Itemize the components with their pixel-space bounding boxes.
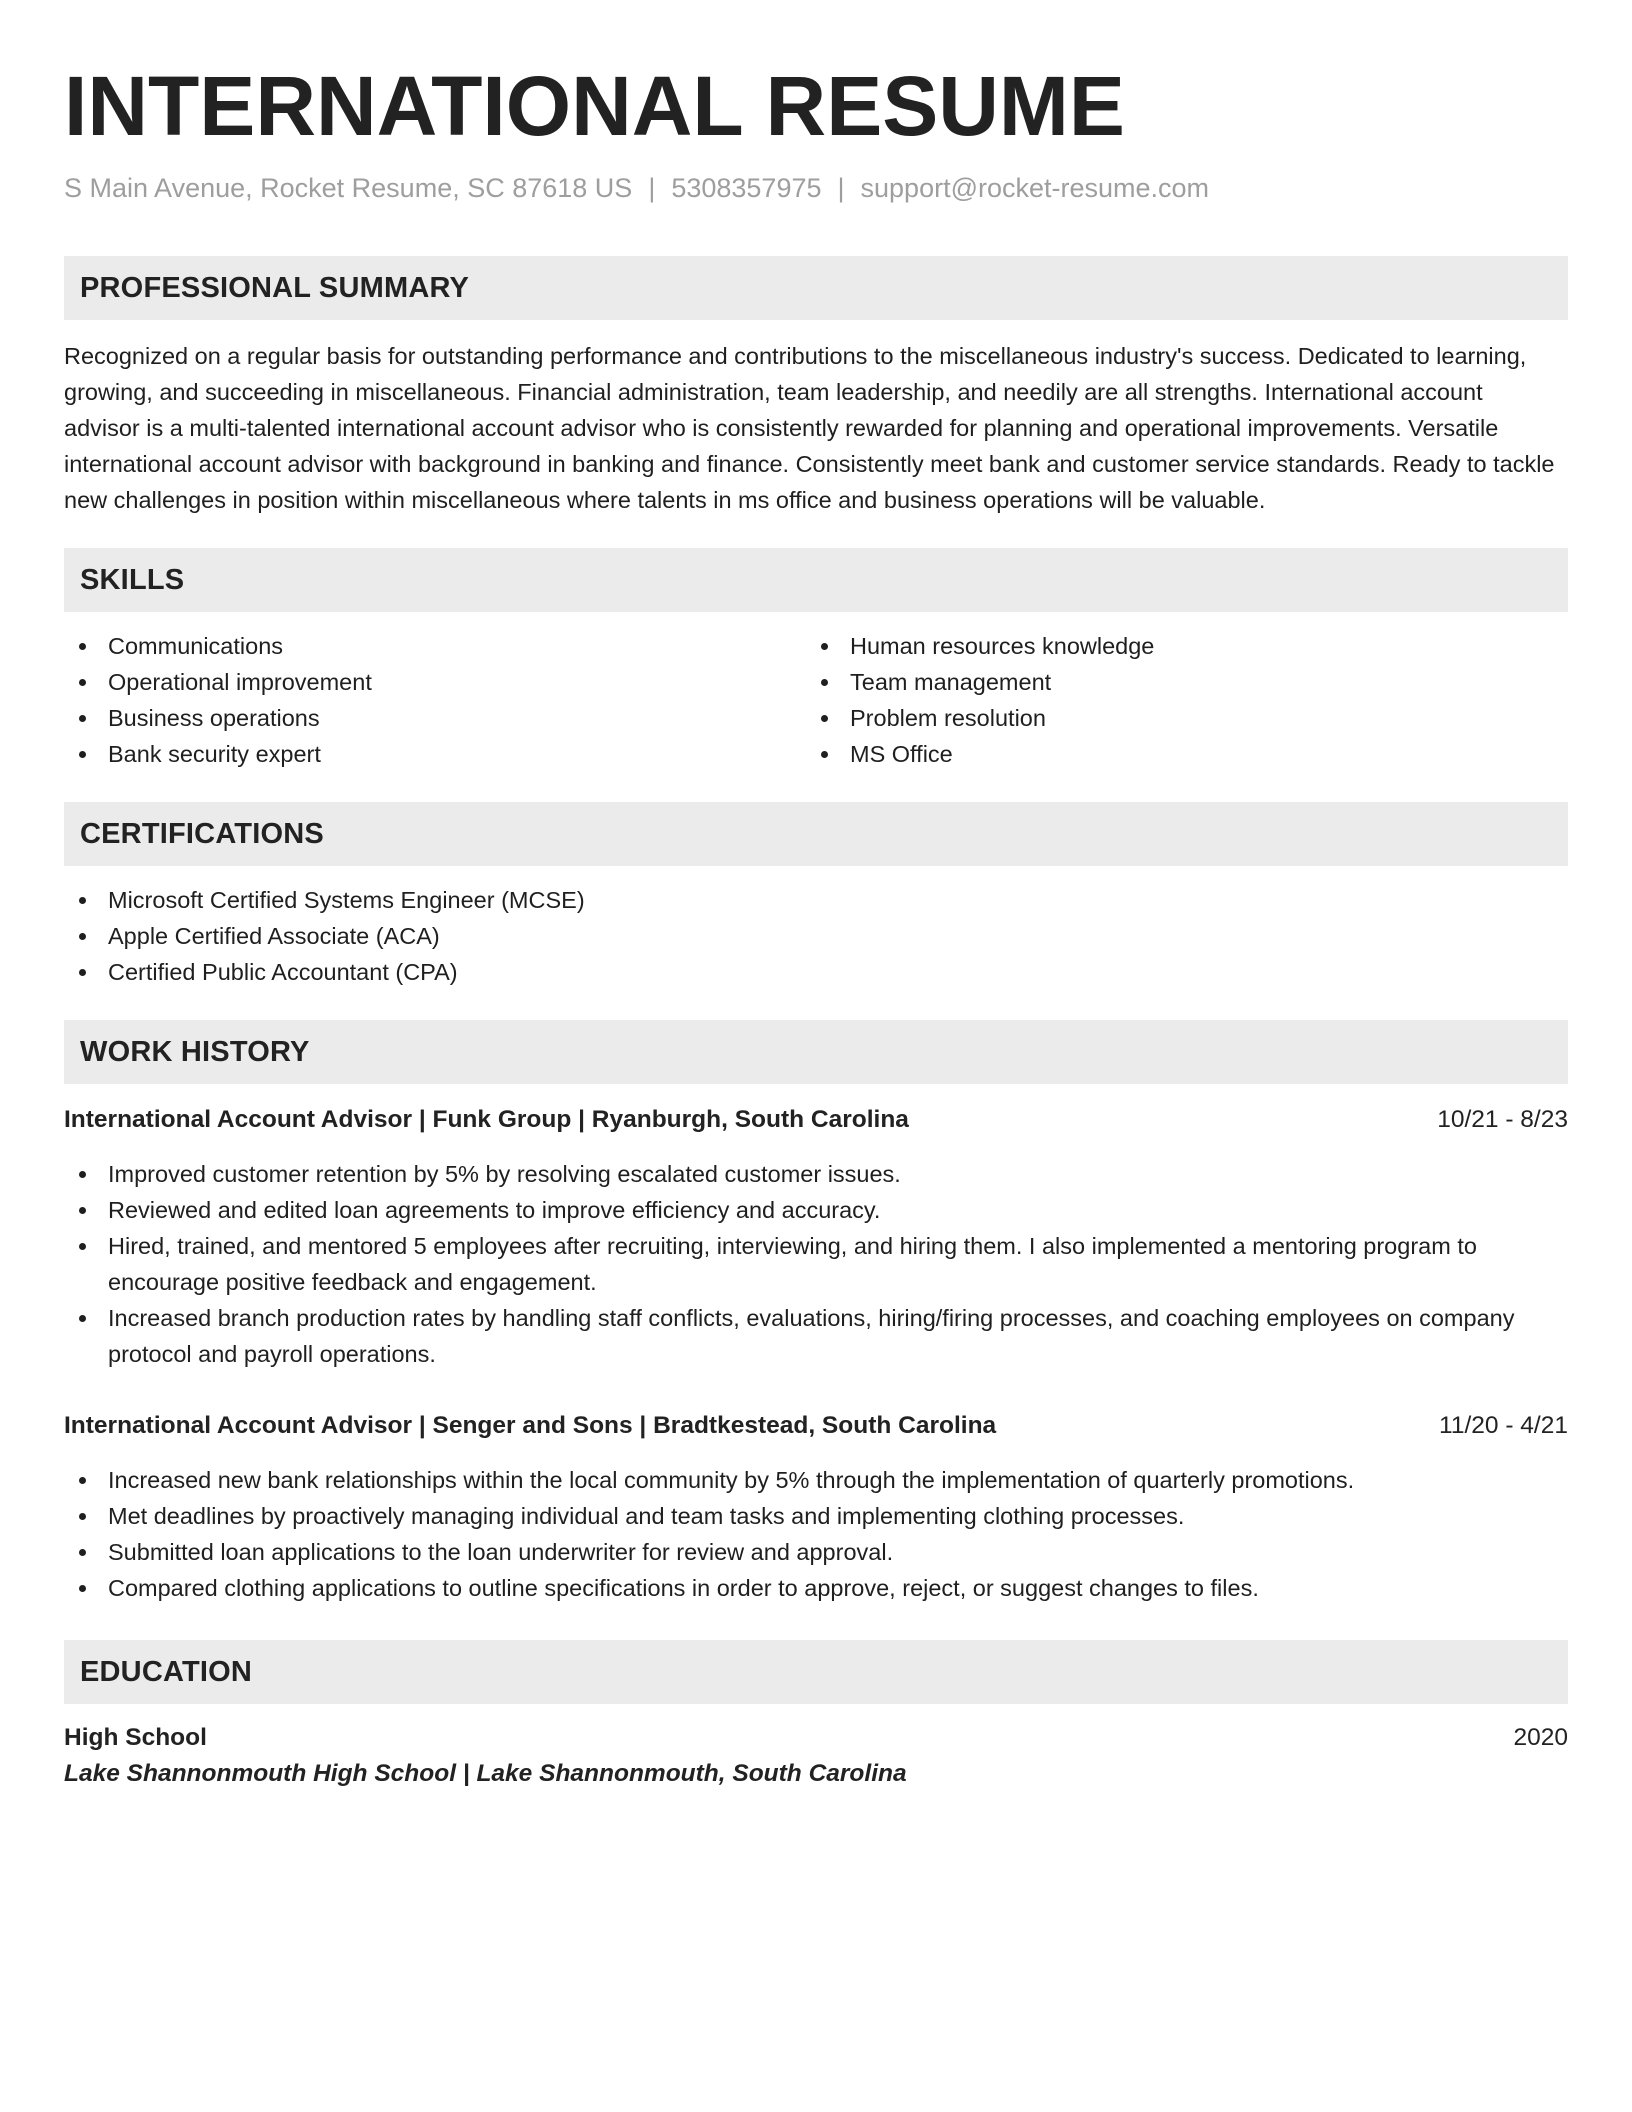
education-header [64,1720,1568,1756]
education-school: Lake Shannonmouth High School | Lake Shannonmouth, South Carolina [64,1760,907,1787]
certification-item: Certified Public Accountant (CPA) [64,954,1568,990]
skill-item: MS Office [806,736,1548,772]
education-degree: High School [64,1724,207,1751]
job-header [64,1102,1568,1138]
skill-item: Team management [806,664,1548,700]
job-header [64,1408,1568,1444]
contact-separator: | [837,173,845,203]
skills-column-right [806,628,1548,772]
section-heading-certifications: CERTIFICATIONS [64,802,1568,866]
contact-separator: | [648,173,656,203]
summary-text: Recognized on a regular basis for outstanding performance and contributions to the miscellaneous industry's success. Dedicated to learning, growing, and succeeding in miscellaneous. Financial administration, team leadership, and needily are all strengths. International account advisor is a multi-talented international account advisor who is consistently rewarded for planning and operational improvements. Versatile international account advisor with background in banking and finance. Consistently meet bank and customer service standards. Ready to tackle new challenges in position within miscellaneous where talents in ms office and business operations will be valuable. [64,343,1555,513]
job-entry [64,1102,1568,1372]
education-year: 2020 [1513,1724,1568,1751]
contact-address: S Main Avenue, Rocket Resume, SC 87618 US [64,173,633,203]
contact-email: support@rocket-resume.com [860,173,1210,203]
job-bullet: Reviewed and edited loan agreements to improve efficiency and accuracy. [64,1192,1568,1228]
section-heading-skills: SKILLS [64,548,1568,612]
job-bullet: Met deadlines by proactively managing individual and team tasks and implementing clothing processes. [64,1498,1568,1534]
education-entry [64,1720,1568,1792]
certifications-list [64,882,1568,990]
job-entry [64,1408,1568,1606]
skill-item: Operational improvement [64,664,806,700]
certification-item: Apple Certified Associate (ACA) [64,918,1568,954]
skills-column-left [64,628,806,772]
skill-item: Problem resolution [806,700,1548,736]
section-heading-education: EDUCATION [64,1640,1568,1704]
job-title: International Account Advisor | Senger and Sons | Bradtkestead, South Carolina [64,1412,997,1439]
job-dates: 10/21 - 8/23 [1437,1106,1568,1133]
job-bullet: Hired, trained, and mentored 5 employees after recruiting, interviewing, and hiring them. I also implemented a mentoring program to encourage positive feedback and engagement. [64,1228,1568,1300]
job-dates: 11/20 - 4/21 [1439,1412,1568,1439]
job-bullet-list [64,1462,1568,1606]
job-bullet: Compared clothing applications to outline specifications in order to approve, reject, or suggest changes to files. [64,1570,1568,1606]
skill-item: Bank security expert [64,736,806,772]
job-bullet: Improved customer retention by 5% by resolving escalated customer issues. [64,1156,1568,1192]
resume-name: INTERNATIONAL RESUME [64,59,1125,153]
job-bullet: Increased new bank relationships within the local community by 5% through the implementation of quarterly promotions. [64,1462,1568,1498]
skill-item: Communications [64,628,806,664]
skill-item: Business operations [64,700,806,736]
skills-grid [64,628,1568,772]
certification-item: Microsoft Certified Systems Engineer (MCSE) [64,882,1568,918]
job-bullet: Submitted loan applications to the loan underwriter for review and approval. [64,1534,1568,1570]
resume-page [64,56,1568,1792]
job-bullet-list [64,1156,1568,1372]
section-heading-work-history: WORK HISTORY [64,1020,1568,1084]
skill-item: Human resources knowledge [806,628,1548,664]
job-title: International Account Advisor | Funk Group | Ryanburgh, South Carolina [64,1106,909,1133]
contact-phone: 5308357975 [671,173,822,203]
section-heading-summary: PROFESSIONAL SUMMARY [64,256,1568,320]
job-bullet: Increased branch production rates by handling staff conflicts, evaluations, hiring/firing processes, and coaching employees on company protocol and payroll operations. [64,1300,1568,1372]
contact-line [64,170,1568,206]
